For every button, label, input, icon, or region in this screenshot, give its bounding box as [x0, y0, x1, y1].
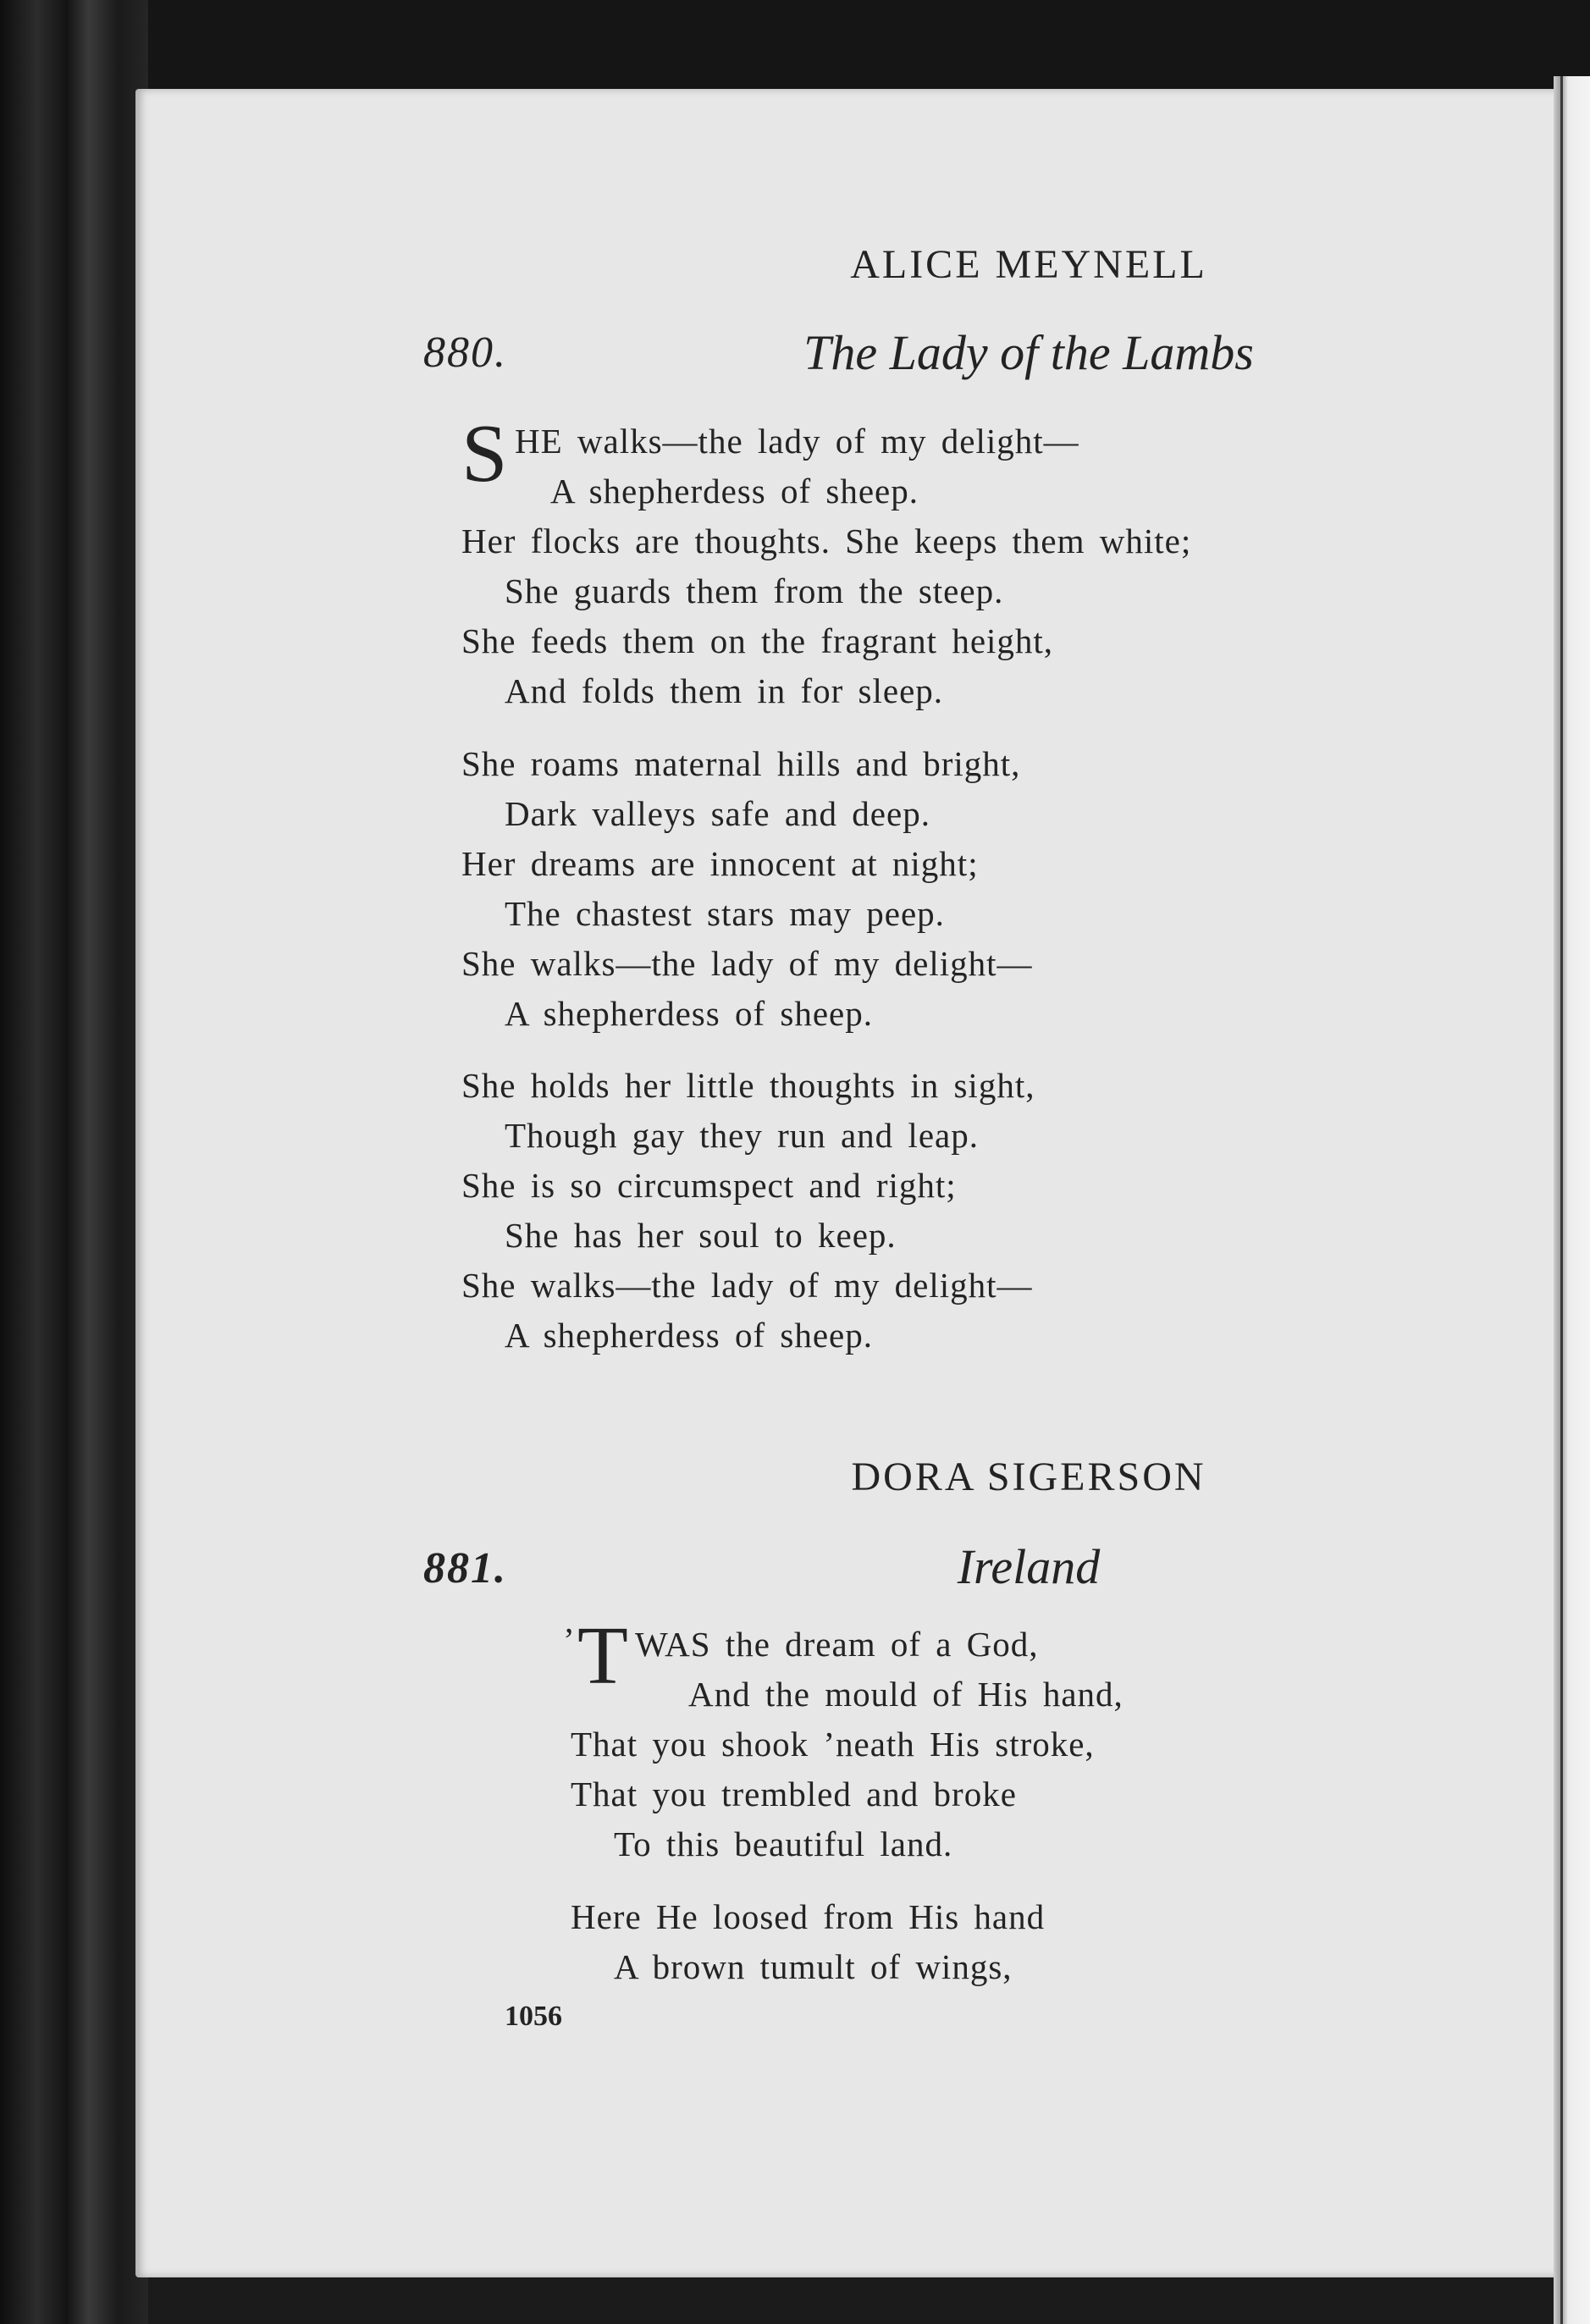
poem-line: That you shook ’neath His stroke,: [571, 1725, 1095, 1764]
poem-line: That you trembled and broke: [571, 1775, 1017, 1813]
poem-line: Here He loosed from His hand: [571, 1897, 1046, 1936]
poem-line: Though gay they run and leap.: [505, 1116, 979, 1155]
poem-line: She is so circumspect and right;: [461, 1166, 957, 1205]
drop-cap: S: [461, 408, 508, 500]
poem-line: She holds her little thoughts in sight,: [461, 1066, 1035, 1105]
poem-line: Her flocks are thoughts. She keeps them white;: [461, 522, 1192, 560]
author-heading: ALICE MEYNELL: [850, 242, 1207, 287]
page-number: 1056: [505, 2001, 562, 2032]
poem-line: To this beautiful land.: [614, 1824, 953, 1863]
poem-line: She guards them from the steep.: [505, 571, 1004, 610]
poem-line: She has her soul to keep.: [505, 1216, 897, 1255]
poem-line: Dark valleys safe and deep.: [505, 794, 930, 833]
drop-cap: T: [577, 1610, 628, 1702]
poem-line: WAS the dream of a God,: [635, 1625, 1039, 1664]
book-page: [135, 89, 1560, 2277]
scan-binding-edge: [0, 0, 148, 2324]
poem-line: She feeds them on the fragrant height,: [461, 621, 1054, 660]
poem-line: A shepherdess of sheep.: [505, 1316, 873, 1355]
scan-top-edge: [0, 0, 1590, 93]
poem-title: The Lady of the Lambs: [803, 325, 1254, 380]
poem-line: She walks—the lady of my delight—: [461, 1266, 1033, 1305]
poem-line: And folds them in for sleep.: [505, 671, 944, 710]
poem-line: A shepherdess of sheep.: [550, 472, 919, 511]
poem-line: The chastest stars may peep.: [505, 894, 945, 933]
poem-line-lead: ’: [563, 1620, 576, 1659]
poem-line: A shepherdess of sheep.: [505, 994, 873, 1033]
poem-line: She roams maternal hills and bright,: [461, 744, 1021, 783]
poem-line: And the mould of His hand,: [688, 1675, 1123, 1714]
poem-title: Ireland: [957, 1539, 1101, 1594]
poem-line: A brown tumult of wings,: [614, 1947, 1013, 1986]
poem-line: Her dreams are innocent at night;: [461, 844, 979, 883]
poem-number: 880.: [423, 328, 507, 377]
poem-line: She walks—the lady of my delight—: [461, 944, 1033, 983]
author-heading: DORA SIGERSON: [851, 1455, 1206, 1499]
scan-right-edge: [1554, 76, 1590, 2324]
poem-number: 881.: [423, 1544, 507, 1593]
poem-line: HE walks—the lady of my delight—: [515, 422, 1079, 461]
